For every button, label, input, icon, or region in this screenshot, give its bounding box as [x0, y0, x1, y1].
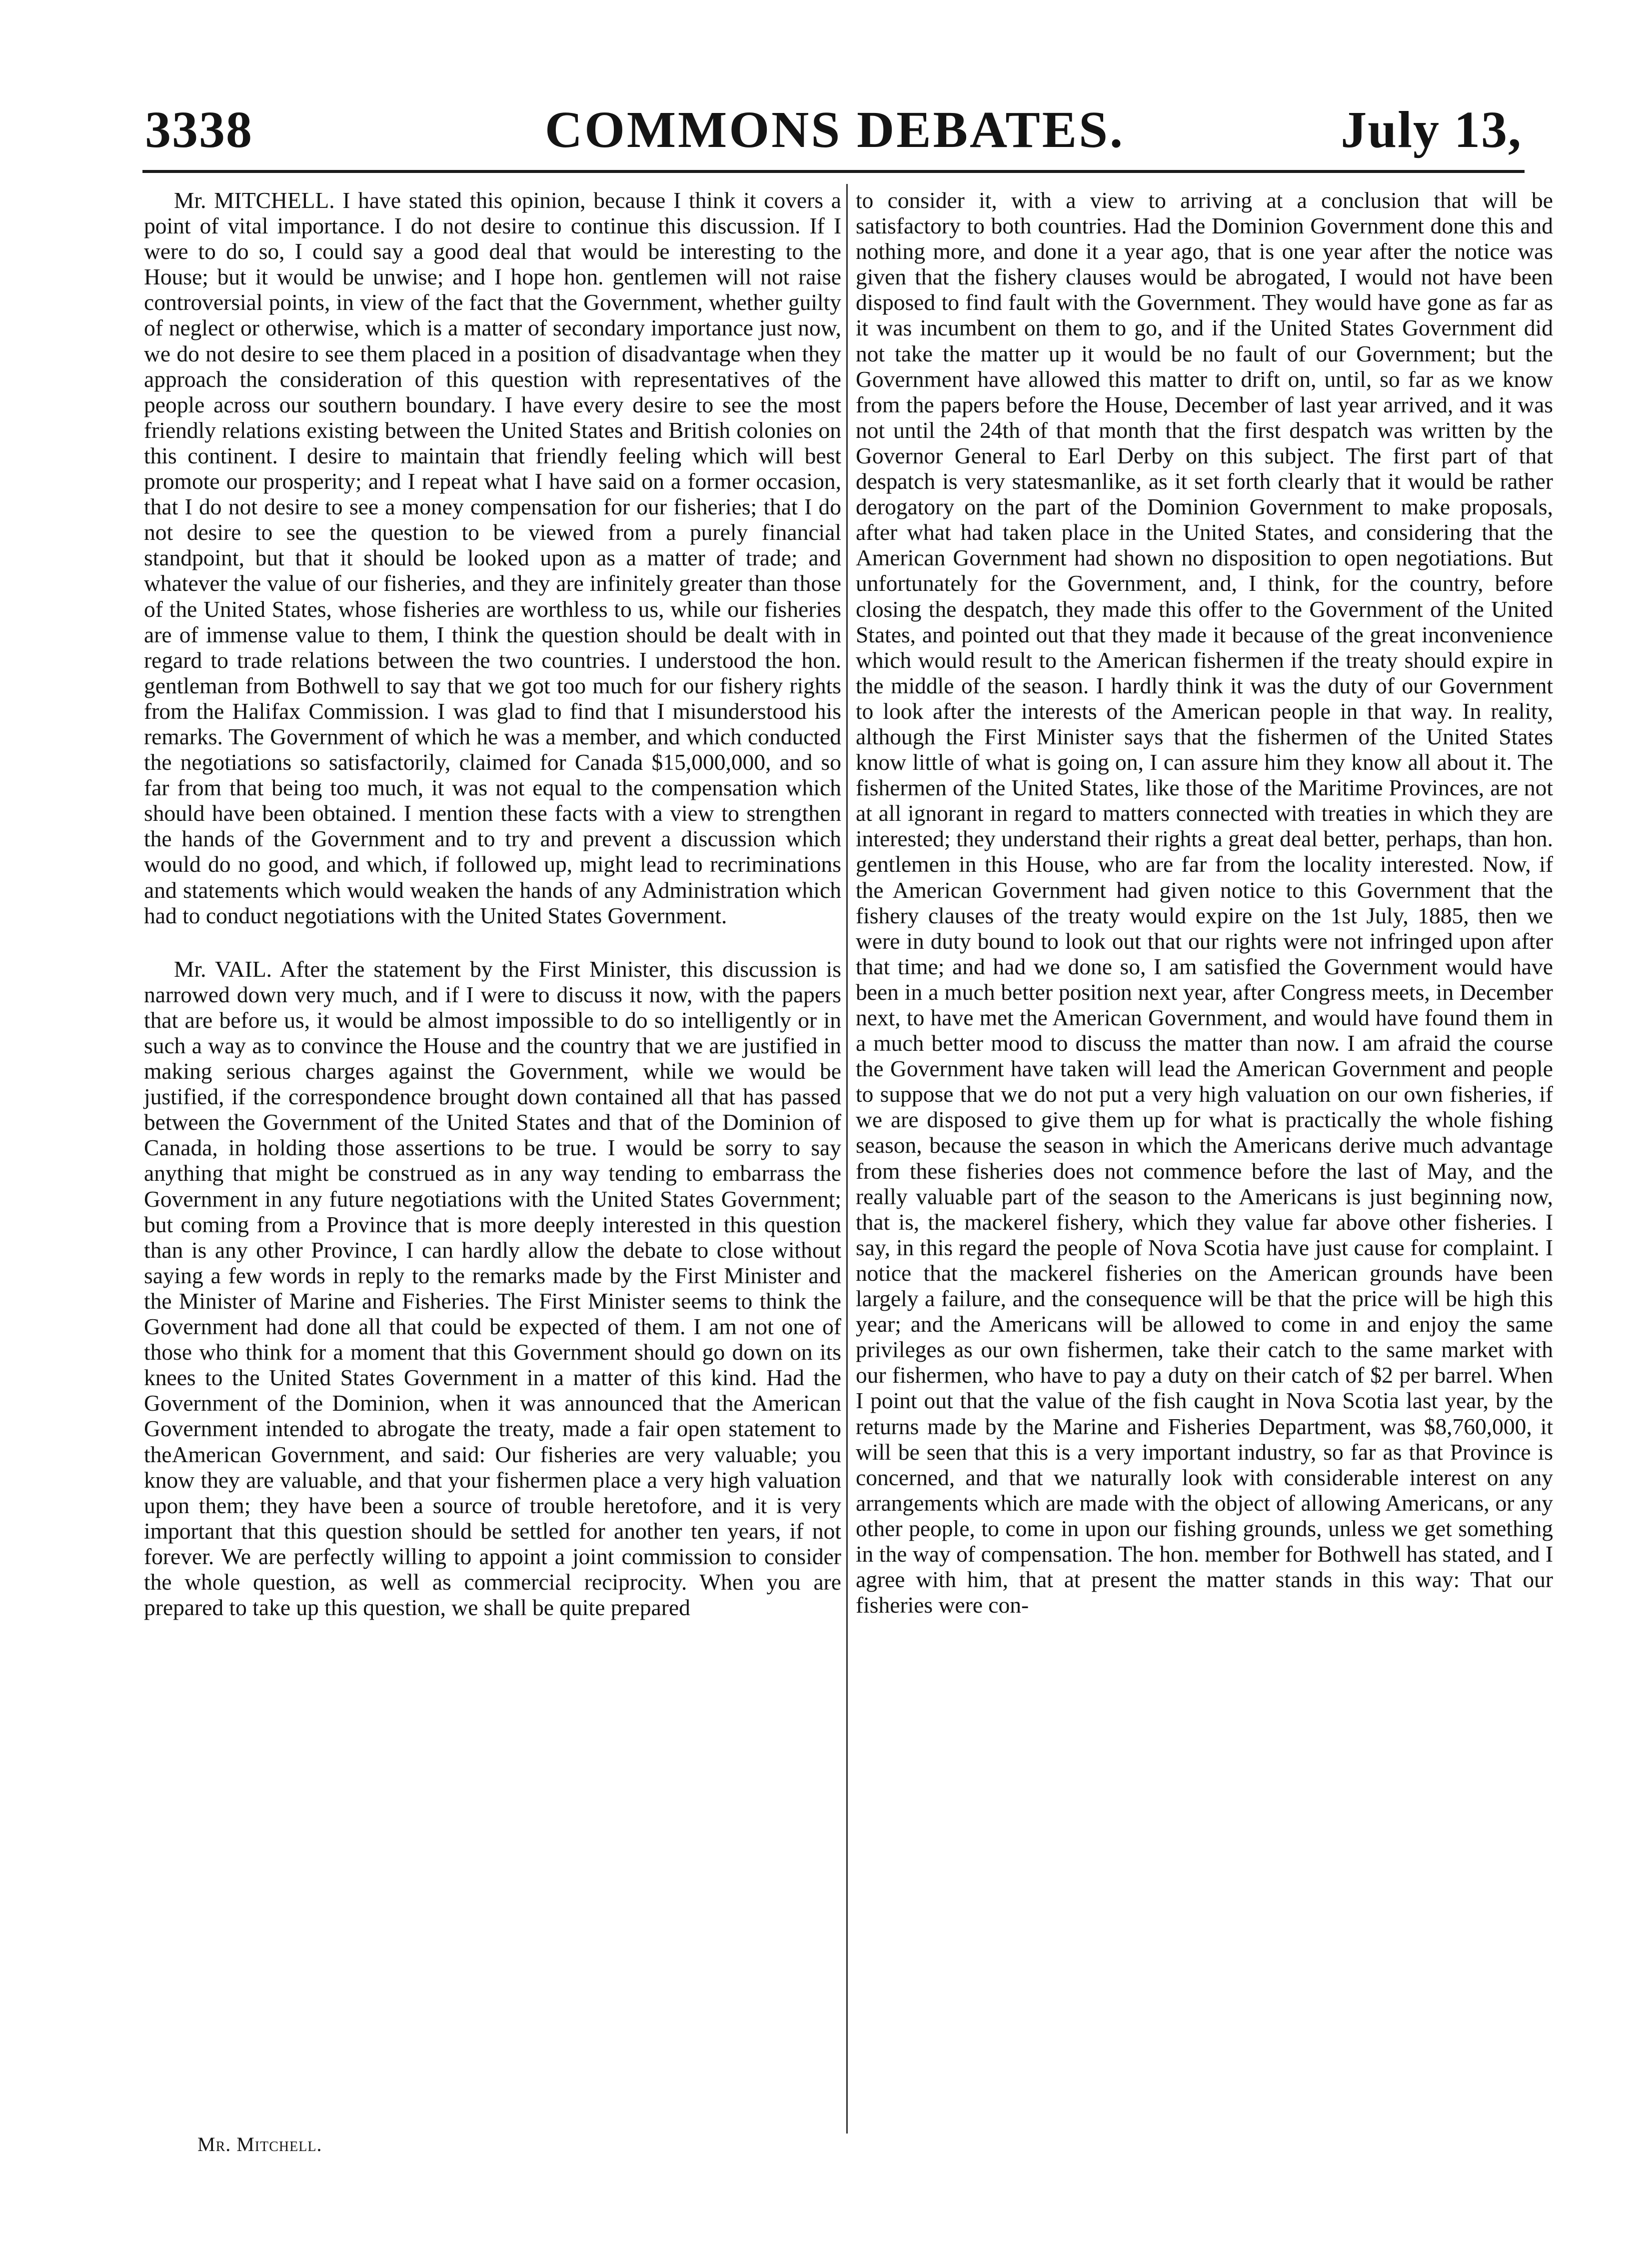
header-date: July 13,	[1341, 101, 1522, 158]
speech-vail-continued: to consider it, with a view to arriving at a conclusion that will be satisfactory to both countries. Had the Dominion Government done this and nothing more, and done it a year ago, that is one year after the notice was given that the fishery clauses would be abrogated, I would not have been disposed to find fault with the Government. They would have gone as far as it was incumbent on them to go, and if the United States Government did not take the matter up it would be no fault of our Government; but the Government have allowed this matter to drift on, until, so far as we know from the papers before the House, December of last year arrived, and it was not until the 24th of that month that the first despatch was written by the Governor General to Earl Derby on this subject. The first part of that despatch is very statesmanlike, as it set forth clearly that it would be rather derogatory on the part of the Dominion Government to make proposals, after what had taken place in the United States, and considering that the American Government had shown no disposition to open negotiations. But unfortunately for the Government, and, I think, for the country, before closing the despatch, they made this offer to the Government of the United States, and pointed out that they made it because of the great inconvenience which would result to the American fishermen if the treaty should expire in the middle of the season. I hardly think it was the duty of our Government to look after the interests of the American people in that way. In reality, although the First Minister says that the fishermen of the United States know little of what is going on, I can assure him they know all about it. The fishermen of the United States, like those of the Maritime Provinces, are not at all ignorant in regard to matters connected with treaties in which they are interested; they understand their rights a great deal better, perhaps, than hon. gentlemen in this House, who are far from the locality interested. Now, if the American Government had given notice to this Government that the fishery clauses of the treaty would expire on the 1st July, 1885, then we were in duty bound to look out that our rights were not infringed upon after that time; and had we done so, I am satisfied the Government would have been in a much better position next year, after Congress meets, in December next, to have met the American Government, and would have found them in a much better mood to discuss the matter than now. I am afraid the course the Government have taken will lead the American Government and people to suppose that we do not put a very high valuation on our own fisheries, if we are disposed to give them up for what is practically the whole fishing season, because the season in which the Americans derive much advantage from these fisheries does not commence before the last of May, and the really valuable part of the season to the Americans is just beginning now, that is, the mackerel fishery, which they value far above other fisheries. I say, in this regard the people of Nova Scotia have just cause for complaint. I notice that the mackerel fisheries on the American grounds have been largely a failure, and the consequence will be that the price will be high this year; and the Americans will be allowed to come in and enjoy the same privileges as our own fishermen, take their catch to the same market with our fishermen, who have to pay a duty on their catch of $2 per barrel. When I point out that the value of the fish caught in Nova Scotia last year, by the returns made by the Marine and Fisheries Department, was $8,760,000, it will be seen that this is a very important industry, so far as that Province is concerned, and that we naturally look with considerable interest on any arrangements which are made with the object of allowing Americans, or any other people, to come in upon our fishing grounds, unless we get something in the way of compensation. The hon. member for Bothwell has stated, and I agree with him, that at present the matter stands in this way: That our fisheries were con-	[856, 187, 1553, 1618]
page-number: 3338	[145, 101, 253, 158]
right-column	[856, 187, 1553, 1618]
running-title: COMMONS DEBATES.	[545, 101, 1125, 158]
header-rule	[142, 170, 1525, 173]
speech-mitchell: Mr. MITCHELL. I have stated this opinion, because I think it covers a point of vital importance. I do not desire to continue this discussion. If I were to do so, I could say a good deal that would be interesting to the House; but it would be unwise; and I hope hon. gentlemen will not raise controversial points, in view of the fact that the Government, whether guilty of neglect or otherwise, which is a matter of secondary importance just now, we do not desire to see them placed in a position of disadvantage when they approach the consideration of this question with representatives of the people across our southern boundary. I have every desire to see the most friendly relations existing between the United States and British colonies on this continent. I desire to maintain that friendly feeling which will best promote our prosperity; and I repeat what I have said on a former occasion, that I do not desire to see a money compensation for our fisheries; that I do not desire to see the question to be viewed from a purely financial standpoint, but that it should be looked upon as a matter of trade; and whatever the value of our fisheries, and they are infinitely greater than those of the United States, whose fisheries are worthless to us, while our fisheries are of immense value to them, I think the question should be dealt with in regard to trade relations between the two countries. I understood the hon. gentleman from Bothwell to say that we got too much for our fishery rights from the Halifax Commission. I was glad to find that I misunderstood his remarks. The Government of which he was a member, and which conducted the negotiations so satisfactorily, claimed for Canada $15,000,000, and so far from that being too much, it was not equal to the compensation which should have been obtained. I mention these facts with a view to strengthen the hands of the Government and to try and prevent a discussion which would do no good, and which, if followed up, might lead to recriminations and statements which would weaken the hands of any Administration which had to conduct negotiations with the United States Government.	[144, 187, 841, 928]
footer-speaker-note: Mr. Mitchell.	[197, 2133, 322, 2156]
speech-vail: Mr. VAIL. After the statement by the First Minister, this discussion is narrowed down very much, and if I were to discuss it now, with the papers that are before us, it would be almost impossible to do so intelligently or in such a way as to convince the House and the country that we are justified in making serious charges against the Government, while we would be justified, if the correspondence brought down contained all that has passed between the Government of the United States and that of the Dominion of Canada, in holding those assertions to be true. I would be sorry to say anything that might be construed as in any way tending to embarrass the Government in any future negotiations with the United States Government; but coming from a Province that is more deeply interested in this question than is any other Province, I can hardly allow the debate to close without saying a few words in reply to the remarks made by the First Minister and the Minister of Marine and Fisheries. The First Minister seems to think the Government had done all that could be expected of them. I am not one of those who think for a moment that this Government should go down on its knees to the United States Government in a matter of this kind. Had the Government of the Dominion, when it was announced that the American Government intended to abrogate the treaty, made a fair open statement to theAmerican Government, and said: Our fisheries are very valuable; you know they are valuable, and that your fishermen place a very high valuation upon them; they have been a source of trouble heretofore, and it is very important that this question should be settled for another ten years, if not forever. We are perfectly willing to appoint a joint commission to consider the whole question, as well as commercial reciprocity. When you are prepared to take up this question, we shall be quite prepared	[144, 956, 841, 1621]
column-divider	[846, 184, 848, 2134]
left-column	[144, 187, 841, 1620]
